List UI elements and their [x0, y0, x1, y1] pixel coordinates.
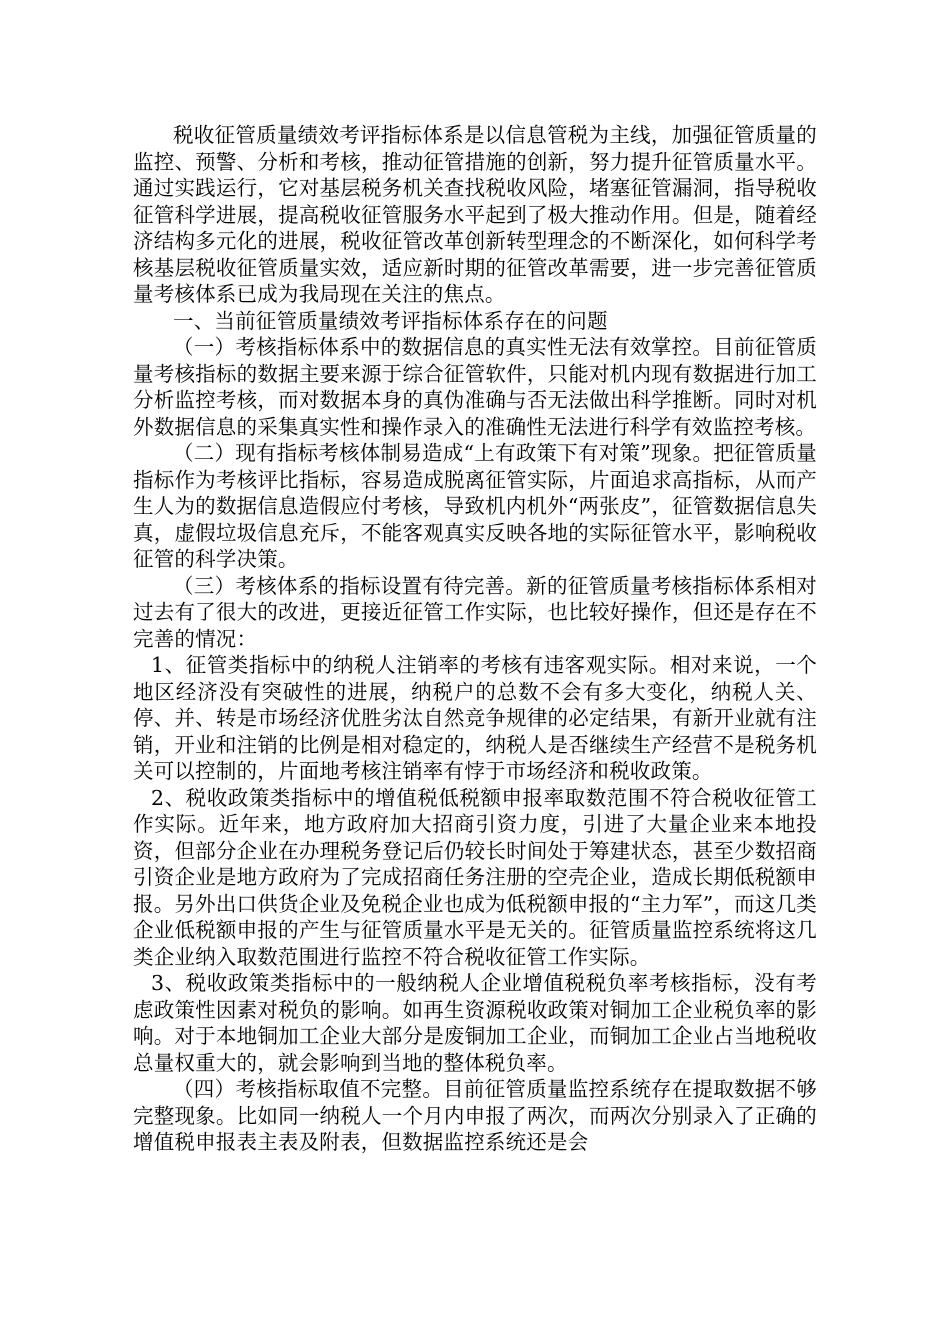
numbered-paragraph-2: 2、税收政策类指标中的增值税低税额申报率取数范围不符合税收征管工作实际。近年来，地方政府加大招商引资力度，引进了大量企业来本地投资，但部分企业在办理税务登记后仍较长时间处于筹建状态，甚至少数招商引资企业是地方政府为了完成招商任务注册的空壳企业，造成长期低税额申报。另外出口供货企业及免税企业也成为低税额申报的“主力军”，而这几类企业低税额申报的产生与征管质量水平是无关的。征管质量监控系统将这几类企业纳入取数范围进行监控不符合税收征管工作实际。 [133, 785, 817, 969]
intro-paragraph: 税收征管质量绩效考评指标体系是以信息管税为主线，加强征管质量的监控、预警、分析和考核，推动征管措施的创新，努力提升征管质量水平。通过实践运行，它对基层税务机关查找税收风险，堵塞征管漏洞，指导税收征管科学进展，提高税收征管服务水平起到了极大推动作用。但是，随着经济结构多元化的进展，税收征管改革创新转型理念的不断深化，如何科学考核基层税收征管质量实效，适应新时期的征管改革需要，进一步完善征管质量考核体系已成为我局现在关注的焦点。 [133, 123, 817, 306]
paragraph-item-3: （三）考核体系的指标设置有待完善。新的征管质量考核指标体系相对过去有了很大的改进，更接近征管工作实际，也比较好操作，但还是存在不完善的情况： [133, 573, 817, 651]
paragraph-item-2: （二）现有指标考核体制易造成“上有政策下有对策”现象。把征管质量指标作为考核评比指标，容易造成脱离征管实际，片面追求高指标，从而产生人为的数据信息造假应付考核，导致机内机外“两张皮”，征管数据信息失真，虚假垃圾信息充斥，不能客观真实反映各地的实际征管水平，影响税收征管的科学决策。 [133, 441, 817, 571]
section-heading: 一、当前征管质量绩效考评指标体系存在的问题 [173, 308, 608, 333]
numbered-paragraph-3: 3、税收政策类指标中的一般纳税人企业增值税税负率考核指标，没有考虑政策性因素对税负的影响。如再生资源税收政策对铜加工企业税负率的影响。对于本地铜加工企业大部分是废铜加工企业，而铜加工企业占当地税收总量权重大的，就会影响到当地的整体税负率。 [133, 971, 817, 1075]
numbered-paragraph-1: 1、征管类指标中的纳税人注销率的考核有违客观实际。相对来说，一个地区经济没有突破性的进展，纳税户的总数不会有多大变化，纳税人关、停、并、转是市场经济优胜劣汰自然竞争规律的必定结果，有新开业就有注销，开业和注销的比例是相对稳定的，纳税人是否继续生产经营不是税务机关可以控制的，片面地考核注销率有悖于市场经济和税收政策。 [133, 653, 817, 783]
document-body [133, 122, 817, 1156]
paragraph-item-4: （四）考核指标取值不完整。目前征管质量监控系统存在提取数据不够完整现象。比如同一纳税人一个月内申报了两次，而两次分别录入了正确的增值税申报表主表及附表，但数据监控系统还是会 [133, 1077, 817, 1154]
paragraph-item-1: （一）考核指标体系中的数据信息的真实性无法有效掌控。目前征管质量考核指标的数据主要来源于综合征管软件，只能对机内现有数据进行加工分析监控考核，而对数据本身的真伪准确与否无法做出科学推断。同时对机外数据信息的采集真实性和操作录入的准确性无法进行科学有效监控考核。 [133, 335, 817, 439]
